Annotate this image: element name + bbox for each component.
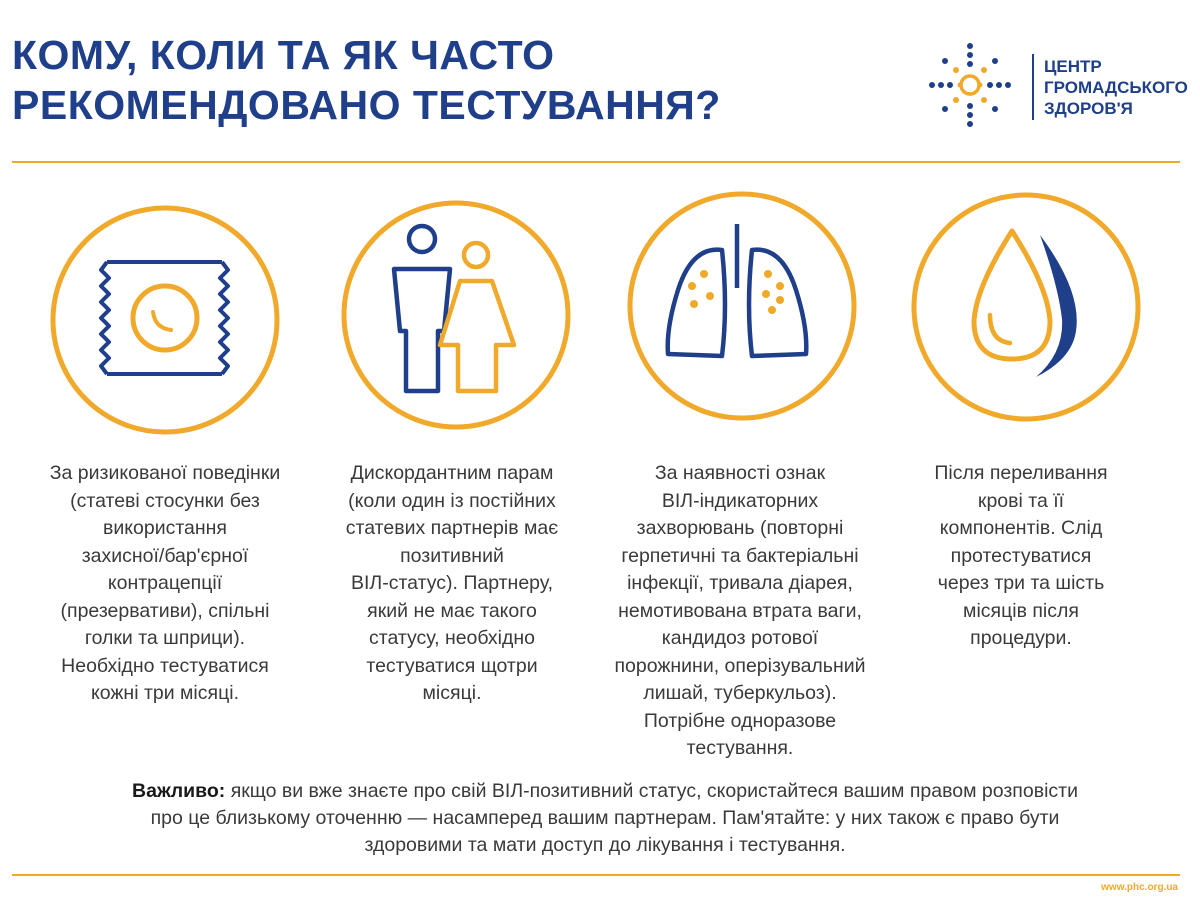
card-3-line: лишай, туберкульоз). bbox=[643, 682, 837, 704]
note-line-2: про це близькому оточенню — насамперед вашим партнерам. Пам'ятайте: у них також є право бути bbox=[150, 807, 1060, 829]
card-3-line: За наявності ознак bbox=[654, 462, 826, 484]
note-line-3: здоровими та мати доступ до лікування і тестування. bbox=[364, 834, 846, 856]
top-divider bbox=[12, 161, 1180, 163]
card-2-line: ВІЛ-статус). Партнеру, bbox=[350, 572, 554, 594]
title-line-2: РЕКОМЕНДОВАНО ТЕСТУВАННЯ? bbox=[12, 82, 721, 128]
card-2-description bbox=[317, 460, 587, 708]
title-line-1: КОМУ, КОЛИ ТА ЯК ЧАСТО bbox=[12, 32, 555, 78]
logo-line-2: ГРОМАДСЬКОГО bbox=[1044, 78, 1188, 97]
condom-icon bbox=[45, 200, 285, 440]
card-1-line: (статеві стосунки без bbox=[70, 489, 260, 512]
card-2-line: Дискордантним парам bbox=[350, 462, 554, 484]
logo-line-3: ЗДОРОВ'Я bbox=[1044, 99, 1133, 118]
card-4-line: компонентів. Слід bbox=[939, 517, 1103, 539]
card-2-line: (коли один із постійних bbox=[348, 489, 556, 512]
card-3-line: кандидоз ротової bbox=[661, 627, 819, 649]
card-3-line: герпетичні та бактеріальні bbox=[621, 544, 859, 567]
card-4-description bbox=[886, 460, 1156, 653]
card-2-line: статусу, необхідно bbox=[369, 627, 535, 649]
card-1-line: контрацепції bbox=[107, 572, 223, 594]
important-note bbox=[90, 778, 1120, 859]
card-1-line: голки та шприци). bbox=[84, 627, 246, 649]
card-2-line: який не має такого bbox=[367, 599, 537, 622]
card-3-line: тестування. bbox=[686, 737, 794, 759]
bottom-divider bbox=[12, 874, 1180, 876]
card-2-line: статевих партнерів має bbox=[345, 517, 559, 539]
logo-line-1: ЦЕНТР bbox=[1044, 57, 1102, 76]
card-3-line: порожнини, оперізувальний bbox=[614, 654, 866, 677]
card-1-description bbox=[30, 460, 300, 708]
card-1-line: кожні три місяці. bbox=[91, 682, 239, 704]
logo-divider bbox=[1032, 54, 1034, 120]
card-4-line: через три та шість bbox=[937, 572, 1105, 594]
card-3-line: Потрібне одноразове bbox=[643, 709, 837, 732]
card-1-line: (презервативи), спільні bbox=[60, 599, 270, 622]
note-bold-label: Важливо: bbox=[132, 780, 226, 802]
public-health-center-logo bbox=[928, 42, 1188, 128]
note-line-1-text: якщо ви вже знаєте про свій ВІЛ-позитивний статус, скористайтеся вашим правом розповісти bbox=[225, 780, 1078, 802]
couple-icon bbox=[336, 195, 576, 435]
footer-url[interactable]: www.phc.org.ua bbox=[1101, 882, 1178, 893]
card-3-line: немотивована втрата ваги, bbox=[618, 599, 862, 622]
card-3-line: ВІЛ-індикаторних bbox=[661, 489, 819, 512]
card-4-line: крові та її bbox=[977, 489, 1065, 512]
card-3-line: захворювань (повторні bbox=[636, 517, 844, 539]
card-3-description bbox=[605, 460, 875, 763]
card-1-line: За ризикованої поведінки bbox=[49, 462, 281, 484]
card-1-line: Необхідно тестуватися bbox=[61, 654, 269, 677]
card-2-line: позитивний bbox=[400, 544, 504, 567]
card-4-line: Після переливання bbox=[934, 462, 1108, 484]
card-4-line: місяців після bbox=[963, 599, 1079, 622]
logo-text bbox=[1044, 56, 1188, 119]
lungs-icon bbox=[622, 186, 862, 426]
card-4-line: процедури. bbox=[970, 627, 1072, 649]
card-3-line: інфекції, тривала діарея, bbox=[627, 572, 853, 594]
card-4-line: протестуватися bbox=[950, 544, 1092, 567]
logo-mark-icon bbox=[928, 42, 1028, 128]
note-line-1 bbox=[90, 778, 1120, 805]
card-1-line: використання bbox=[103, 517, 227, 539]
card-2-line: тестуватися щотри bbox=[366, 654, 538, 677]
card-1-line: захисної/бар'єрної bbox=[81, 544, 249, 567]
page-title bbox=[12, 30, 721, 130]
card-2-line: місяці. bbox=[422, 682, 482, 704]
blood-drop-icon bbox=[906, 187, 1146, 427]
